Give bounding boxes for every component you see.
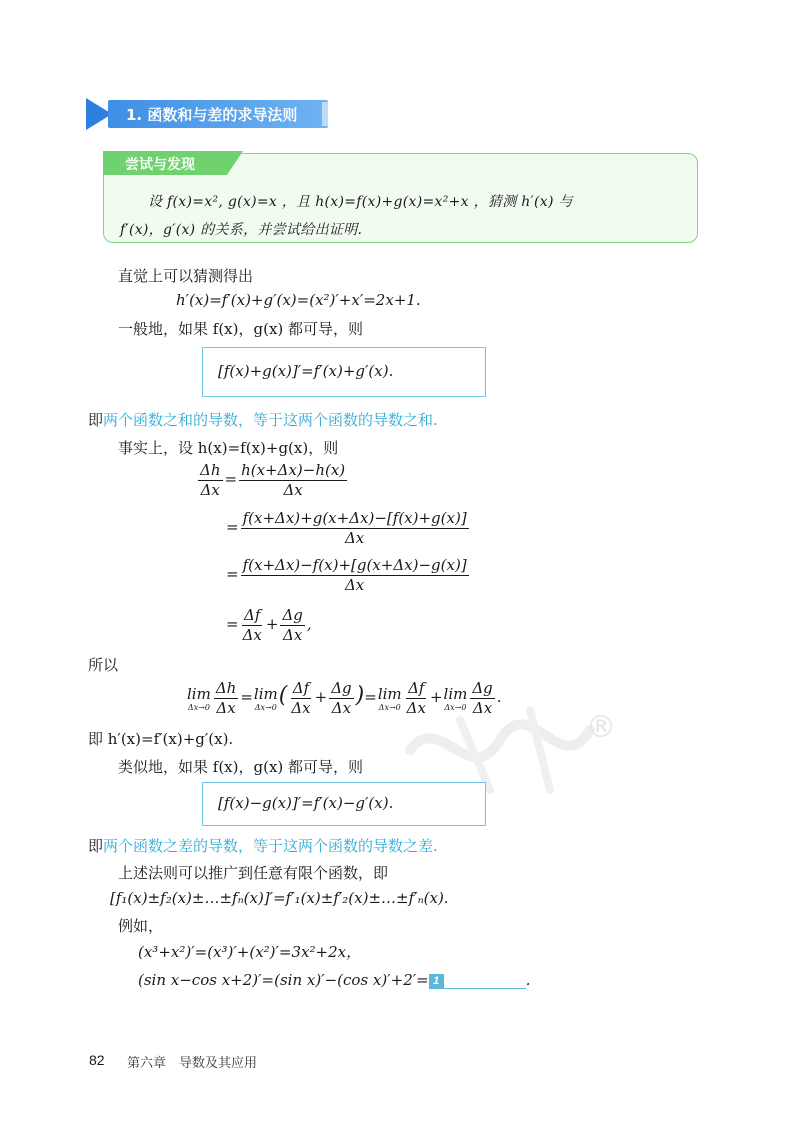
derivation-step-1: $\frac{\Delta h}{\Delta x}$ = $\frac{h(x+\Delta x)-h(x)}{\Delta x}$ [200, 461, 346, 499]
page-number: 82 [89, 1052, 105, 1068]
difference-rule-formula: [f(x)−g(x)]′=f′(x)−g′(x). [218, 794, 394, 812]
lim-dx-3: Δx [331, 698, 352, 717]
dx-den: Δx [200, 480, 220, 499]
step1-den: Δx [283, 480, 303, 499]
step3-den: Δx [344, 575, 365, 594]
answer-blank[interactable] [444, 974, 526, 989]
para-hence: 即 h′(x)=f′(x)+g′(x). [88, 730, 234, 748]
try-tab [103, 151, 243, 175]
derivation-step-4: = $\frac{\Delta f}{\Delta x}$ + $\frac{\Delta g}{\Delta x}$ , [226, 606, 312, 644]
equation-1: h′(x)=f′(x)+g′(x)=(x²)′+x′=2x+1. [176, 291, 421, 309]
lim-dg-2: Δg [472, 679, 493, 697]
lim-1: lim [187, 684, 211, 703]
lim-dx-2: Δx [291, 698, 311, 717]
df-den: Δx [242, 625, 262, 644]
lim-2: lim [253, 684, 278, 703]
lim-dg-1: Δg [331, 679, 352, 697]
step4-comma: , [306, 615, 312, 633]
para-proof: 事实上，设 h(x)=f(x)+g(x)，则 [118, 439, 339, 457]
df-num: Δf [244, 606, 261, 624]
chapter-title: 第六章 导数及其应用 [127, 1056, 258, 1071]
lim-dx-1: Δx [216, 698, 236, 717]
example-2-period: . [525, 971, 531, 989]
difference-rule-statement: 两个函数之差的导数，等于这两个函数的导数之差. [103, 837, 438, 855]
lim-2-sub: Δx→0 [254, 702, 277, 712]
lim-period: . [496, 688, 502, 706]
example-2 [138, 971, 531, 989]
rule2-prefix: 即 [88, 837, 104, 855]
step3-num: f(x+Δx)−f(x)+[g(x+Δx)−g(x)] [242, 556, 467, 574]
para-example: 例如， [118, 917, 164, 935]
para-general: 一般地，如果 f(x)，g(x) 都可导，则 [118, 320, 364, 338]
limit-equation: lim Δx→0 $\frac{\Delta h}{\Delta x}$ = lim Δx→0 ( $\frac{\Delta f}{\Delta x}$ + $\frac{\Delta g}{\Delta x}$ )= lim Δx→0 $\frac{\Delta f}{\Delta x}$ + lim Δx→0 $\frac{\Delta g}{\Delta x}$ . [187, 679, 502, 717]
example-1: (x³+x²)′=(x³)′+(x²)′=3x²+2x， [138, 943, 362, 961]
lim-4: lim [443, 684, 468, 703]
lim-4-sub: Δx→0 [444, 702, 467, 712]
step2-den: Δx [344, 528, 365, 547]
dh-num: Δh [200, 461, 221, 479]
try-line-1: 设 f(x)=x², g(x)=x ，且 h(x)=f(x)+g(x)=x²+x ，猜测 h′(x) 与 [148, 194, 573, 210]
para-extend: 上述法则可以推广到任意有限个函数，即 [118, 864, 389, 882]
rule1-prefix: 即 [88, 411, 104, 429]
para-therefore: 所以 [88, 656, 119, 674]
lim-3-sub: Δx→0 [378, 702, 401, 712]
dg-num: Δg [282, 606, 303, 624]
section-banner [86, 96, 330, 132]
example-2-expression: (sin x−cos x+2)′=(sin x)′−(cos x)′+2′= [138, 971, 429, 989]
dg-den: Δx [283, 625, 303, 644]
derivation-step-3: = $\frac{f(x+\Delta x)-f(x)+[g(x+\Delta x)-g(x)]}{\Delta x}$ [226, 556, 467, 594]
para-intuition: 直觉上可以猜测得出 [118, 267, 254, 285]
try-label: 尝试与发现 [125, 157, 195, 173]
step2-num: f(x+Δx)+g(x+Δx)−[f(x)+g(x)] [242, 509, 467, 527]
lim-df-1: Δf [292, 679, 310, 697]
lim-3: lim [377, 684, 402, 703]
lim-df-2: Δf [408, 679, 425, 697]
lim-1-sub: Δx→0 [187, 702, 210, 712]
lim-dh: Δh [215, 679, 237, 697]
para-similarly: 类似地，如果 f(x)，g(x) 都可导，则 [118, 758, 364, 776]
lim-dx-4: Δx [406, 698, 426, 717]
derivation-step-2: = $\frac{f(x+\Delta x)+g(x+\Delta x)-[f(x)+g(x)]}{\Delta x}$ [226, 509, 467, 547]
sum-rule-statement: 两个函数之和的导数，等于这两个函数的导数之和. [103, 411, 438, 429]
lim-dx-5: Δx [472, 698, 493, 717]
registered-mark-icon: ® [586, 710, 616, 745]
try-line-2: f′(x)，g′(x) 的关系，并尝试给出证明. [120, 222, 363, 238]
general-rule-equation: [f₁(x)±f₂(x)±…±fₙ(x)]′=f′₁(x)±f′₂(x)±…±f′ₙ(x). [110, 889, 449, 907]
blank-number-badge: 1 [429, 974, 444, 989]
section-title: 1. 函数和与差的求导法则 [126, 106, 298, 124]
step1-num: h(x+Δx)−h(x) [241, 461, 346, 479]
sum-rule-formula: [f(x)+g(x)]′=f′(x)+g′(x). [218, 362, 394, 380]
